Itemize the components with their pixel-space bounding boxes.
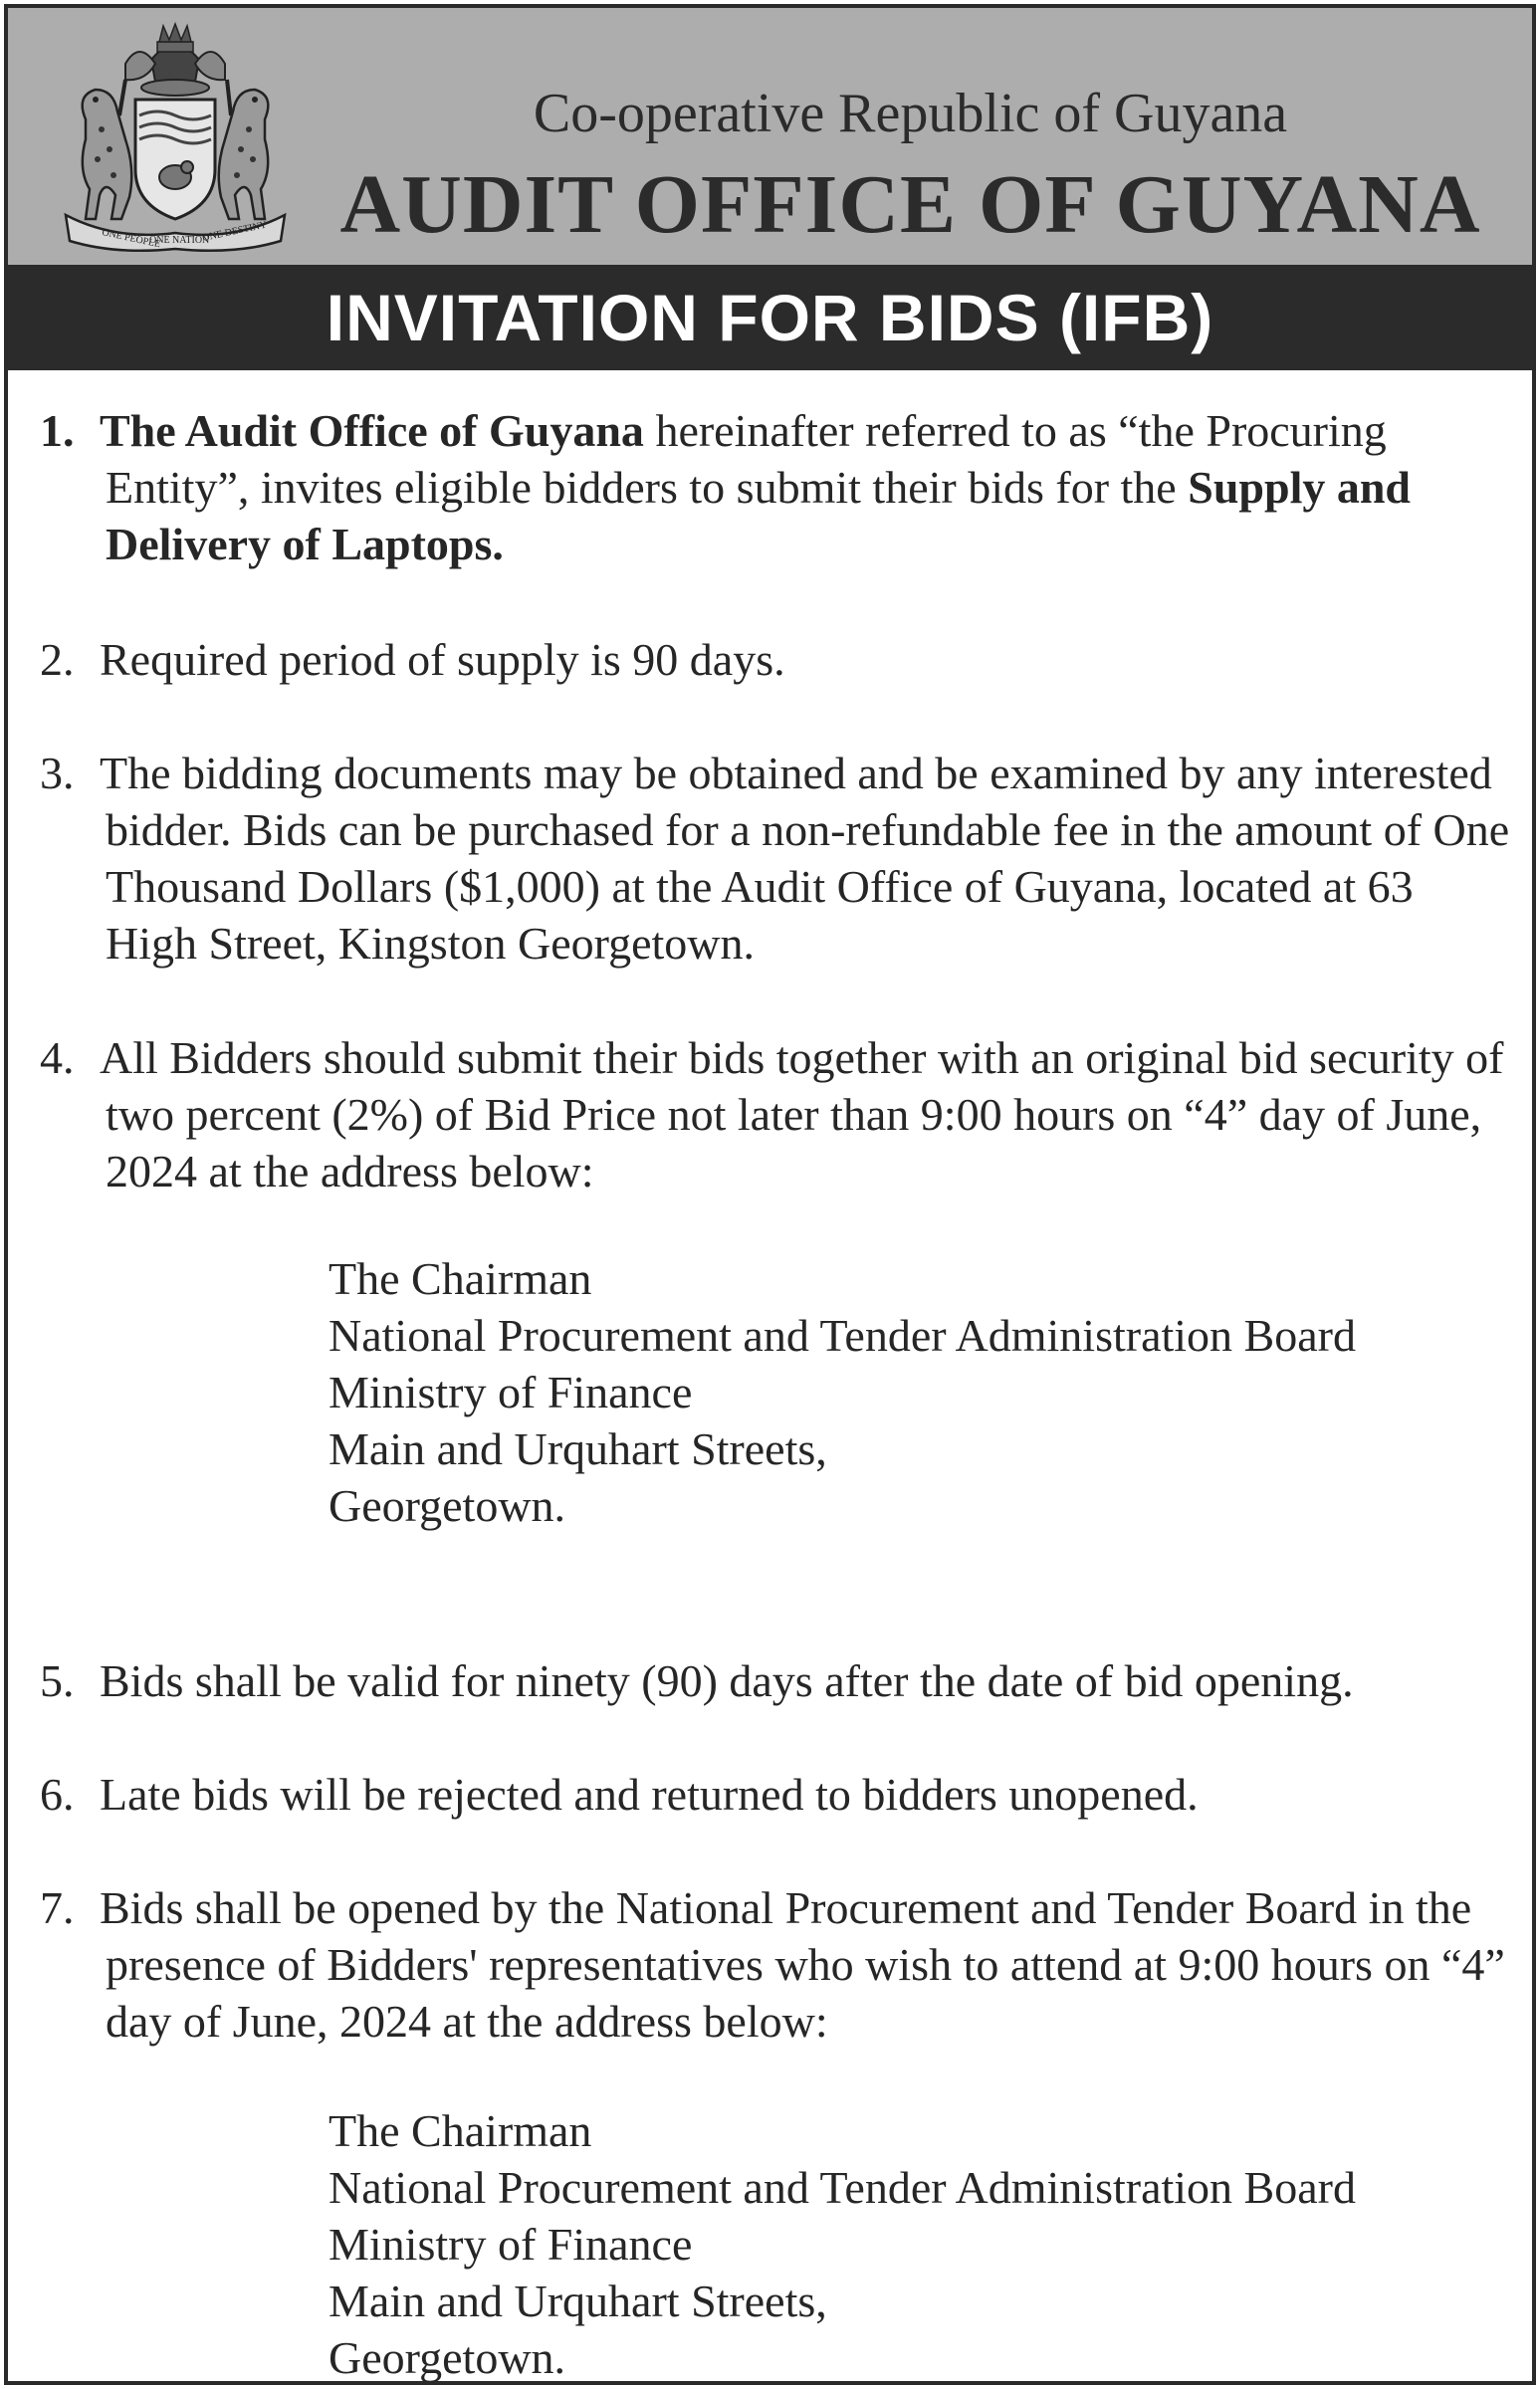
motto-one-nation: ONE NATION <box>149 235 210 246</box>
clause-number: 5. <box>40 1655 75 1706</box>
banner-title: INVITATION FOR BIDS (IFB) <box>326 281 1214 354</box>
clause-number: 7. <box>40 1882 75 1933</box>
notice-body <box>8 370 1532 2385</box>
clause-text: Bids shall be valid for ninety (90) days after the date of bid opening. <box>100 1655 1354 1706</box>
clause-3 <box>40 745 1513 972</box>
clause-number: 1. <box>40 405 75 456</box>
address-block-1 <box>329 1250 1473 1534</box>
clause-6 <box>40 1766 1513 1823</box>
header-subtitle: Co-operative Republic of Guyana <box>533 83 1288 144</box>
clause-2 <box>40 631 1513 688</box>
address-line: National Procurement and Tender Administration Board <box>329 1310 1356 1361</box>
address-line: The Chairman <box>329 1253 592 1304</box>
clause-text: The bidding documents may be obtained and be examined by any interested bidder. Bids can be purchased for a non-refundable fee in the amount of One Thousand Dollars ($1,000) at the Audit Office of Guyana, located at 63 High Street, Kingston Georgetown. <box>100 748 1510 969</box>
clause-4 <box>40 1029 1513 1199</box>
clause-1 <box>40 402 1513 572</box>
address-line: Main and Urquhart Streets, <box>329 2276 827 2326</box>
address-line: Georgetown. <box>329 2332 566 2383</box>
clause-body: hereinafter referred to as “the Procuring Entity”, invites eligible bidders to submit their bids for the <box>106 405 1387 513</box>
clause-7 <box>40 1879 1513 2050</box>
motto-one-people: ONE PEOPLE <box>101 227 162 251</box>
clause-number: 6. <box>40 1769 75 1820</box>
clause-5 <box>40 1652 1513 1709</box>
ifb-banner <box>8 265 1532 370</box>
clause-text <box>40 402 1513 572</box>
clause-bold-lead: The Audit Office of Guyana <box>100 405 644 456</box>
address-line: Main and Urquhart Streets, <box>329 1423 827 1474</box>
clause-number: 3. <box>40 748 75 798</box>
clause-number: 4. <box>40 1032 75 1083</box>
clause-text: Bids shall be opened by the National Procurement and Tender Board in the presence of Bidders' representatives who wish to attend at 9:00 hours on “4” day of June, 2024 at the address below: <box>100 1882 1505 2047</box>
address-line: Ministry of Finance <box>329 2219 693 2270</box>
header-title: AUDIT OFFICE OF GUYANA <box>339 158 1481 251</box>
clause-bold-tail: Supply and Delivery of Laptops. <box>106 462 1412 569</box>
notice-frame <box>4 4 1536 2385</box>
clause-text: All Bidders should submit their bids together with an original bid security of two percent (2%) of Bid Price not later than 9:00 hours on “4” day of June, 2024 at the address below: <box>100 1032 1504 1196</box>
header <box>8 8 1532 265</box>
clause-text: Required period of supply is 90 days. <box>100 634 785 685</box>
address-block-2 <box>329 2102 1473 2386</box>
address-line: Georgetown. <box>329 1480 566 1531</box>
clause-number: 2. <box>40 634 75 685</box>
address-line: Ministry of Finance <box>329 1367 693 1417</box>
motto-one-destiny: ONE DESTINY <box>201 219 269 244</box>
address-line: National Procurement and Tender Administration Board <box>329 2162 1356 2213</box>
clause-text: Late bids will be rejected and returned to bidders unopened. <box>100 1769 1199 1820</box>
address-line: The Chairman <box>329 2105 592 2156</box>
